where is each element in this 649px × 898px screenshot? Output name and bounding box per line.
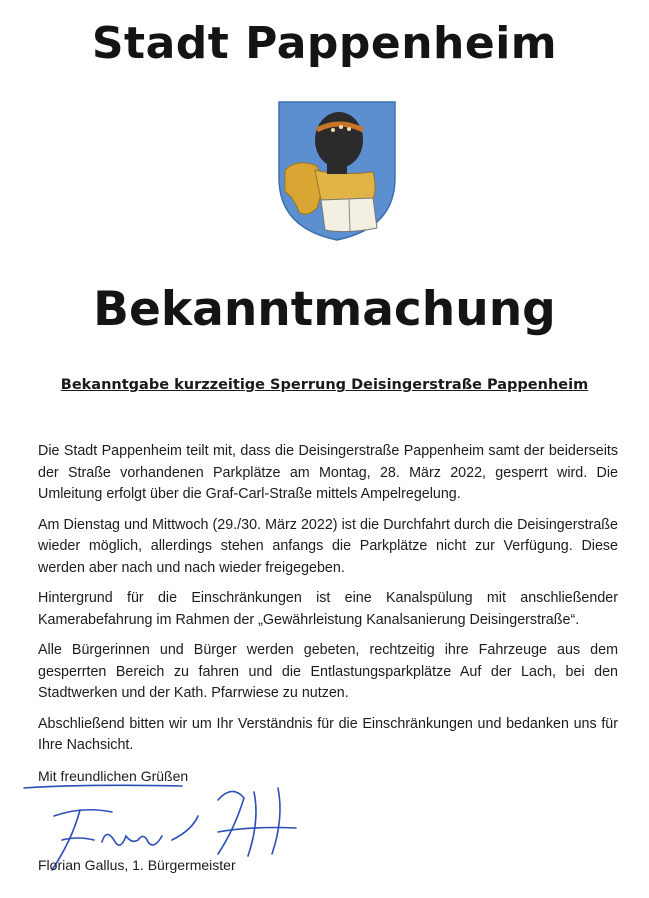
- paragraph-1: Die Stadt Pappenheim teilt mit, dass die Deisingerstraße Pappenheim samt der beiderseits der Straße vorhandenen Parkplätze am Montag, 28. März 2022, gesperrt wird. Die Umleitung erfolgt über die Graf-Carl-Straße mittels Ampelregelung.: [38, 443, 618, 502]
- town-title: Stadt Pappenheim: [91, 18, 558, 69]
- notice-subject: Bekanntgabe kurzzeitige Sperrung Deisingerstraße Pappenheim: [60, 377, 589, 393]
- notice-body: [38, 441, 618, 766]
- signer-name: Florian Gallus, 1. Bürgermeister: [38, 857, 236, 873]
- paragraph-5: Abschließend bitten wir um Ihr Verständnis für die Einschränkungen und bedanken uns für Ihre Nachsicht.: [38, 715, 618, 753]
- notice-title: Bekanntmachung: [93, 282, 556, 337]
- paragraph-4: Alle Bürgerinnen und Bürger werden gebeten, rechtzeitig ihre Fahrzeuge aus dem gesperrten Bereich zu fahren und die Entlastungsparkplätze Auf der Lach, bei den Stadtwerken und der Kath. Pfarrwiese zu nutzen.: [38, 642, 618, 701]
- coat-of-arms-icon: [277, 100, 397, 242]
- paragraph-2: Am Dienstag und Mittwoch (29./30. März 2022) ist die Durchfahrt durch die Deisingerstraße wieder möglich, allerdings stehen anfangs die Parkplätze nicht zur Verfügung. Diese werden aber nach und nach wieder freigegeben.: [38, 516, 618, 576]
- paragraph-3: Hintergrund für die Einschränkungen ist eine Kanalspülung mit anschließender Kamerabefahrung im Rahmen der „Gewährleistung Kanalsanierung Deisingerstraße“.: [38, 590, 618, 628]
- closing-greeting: Mit freundlichen Grüßen: [38, 768, 189, 784]
